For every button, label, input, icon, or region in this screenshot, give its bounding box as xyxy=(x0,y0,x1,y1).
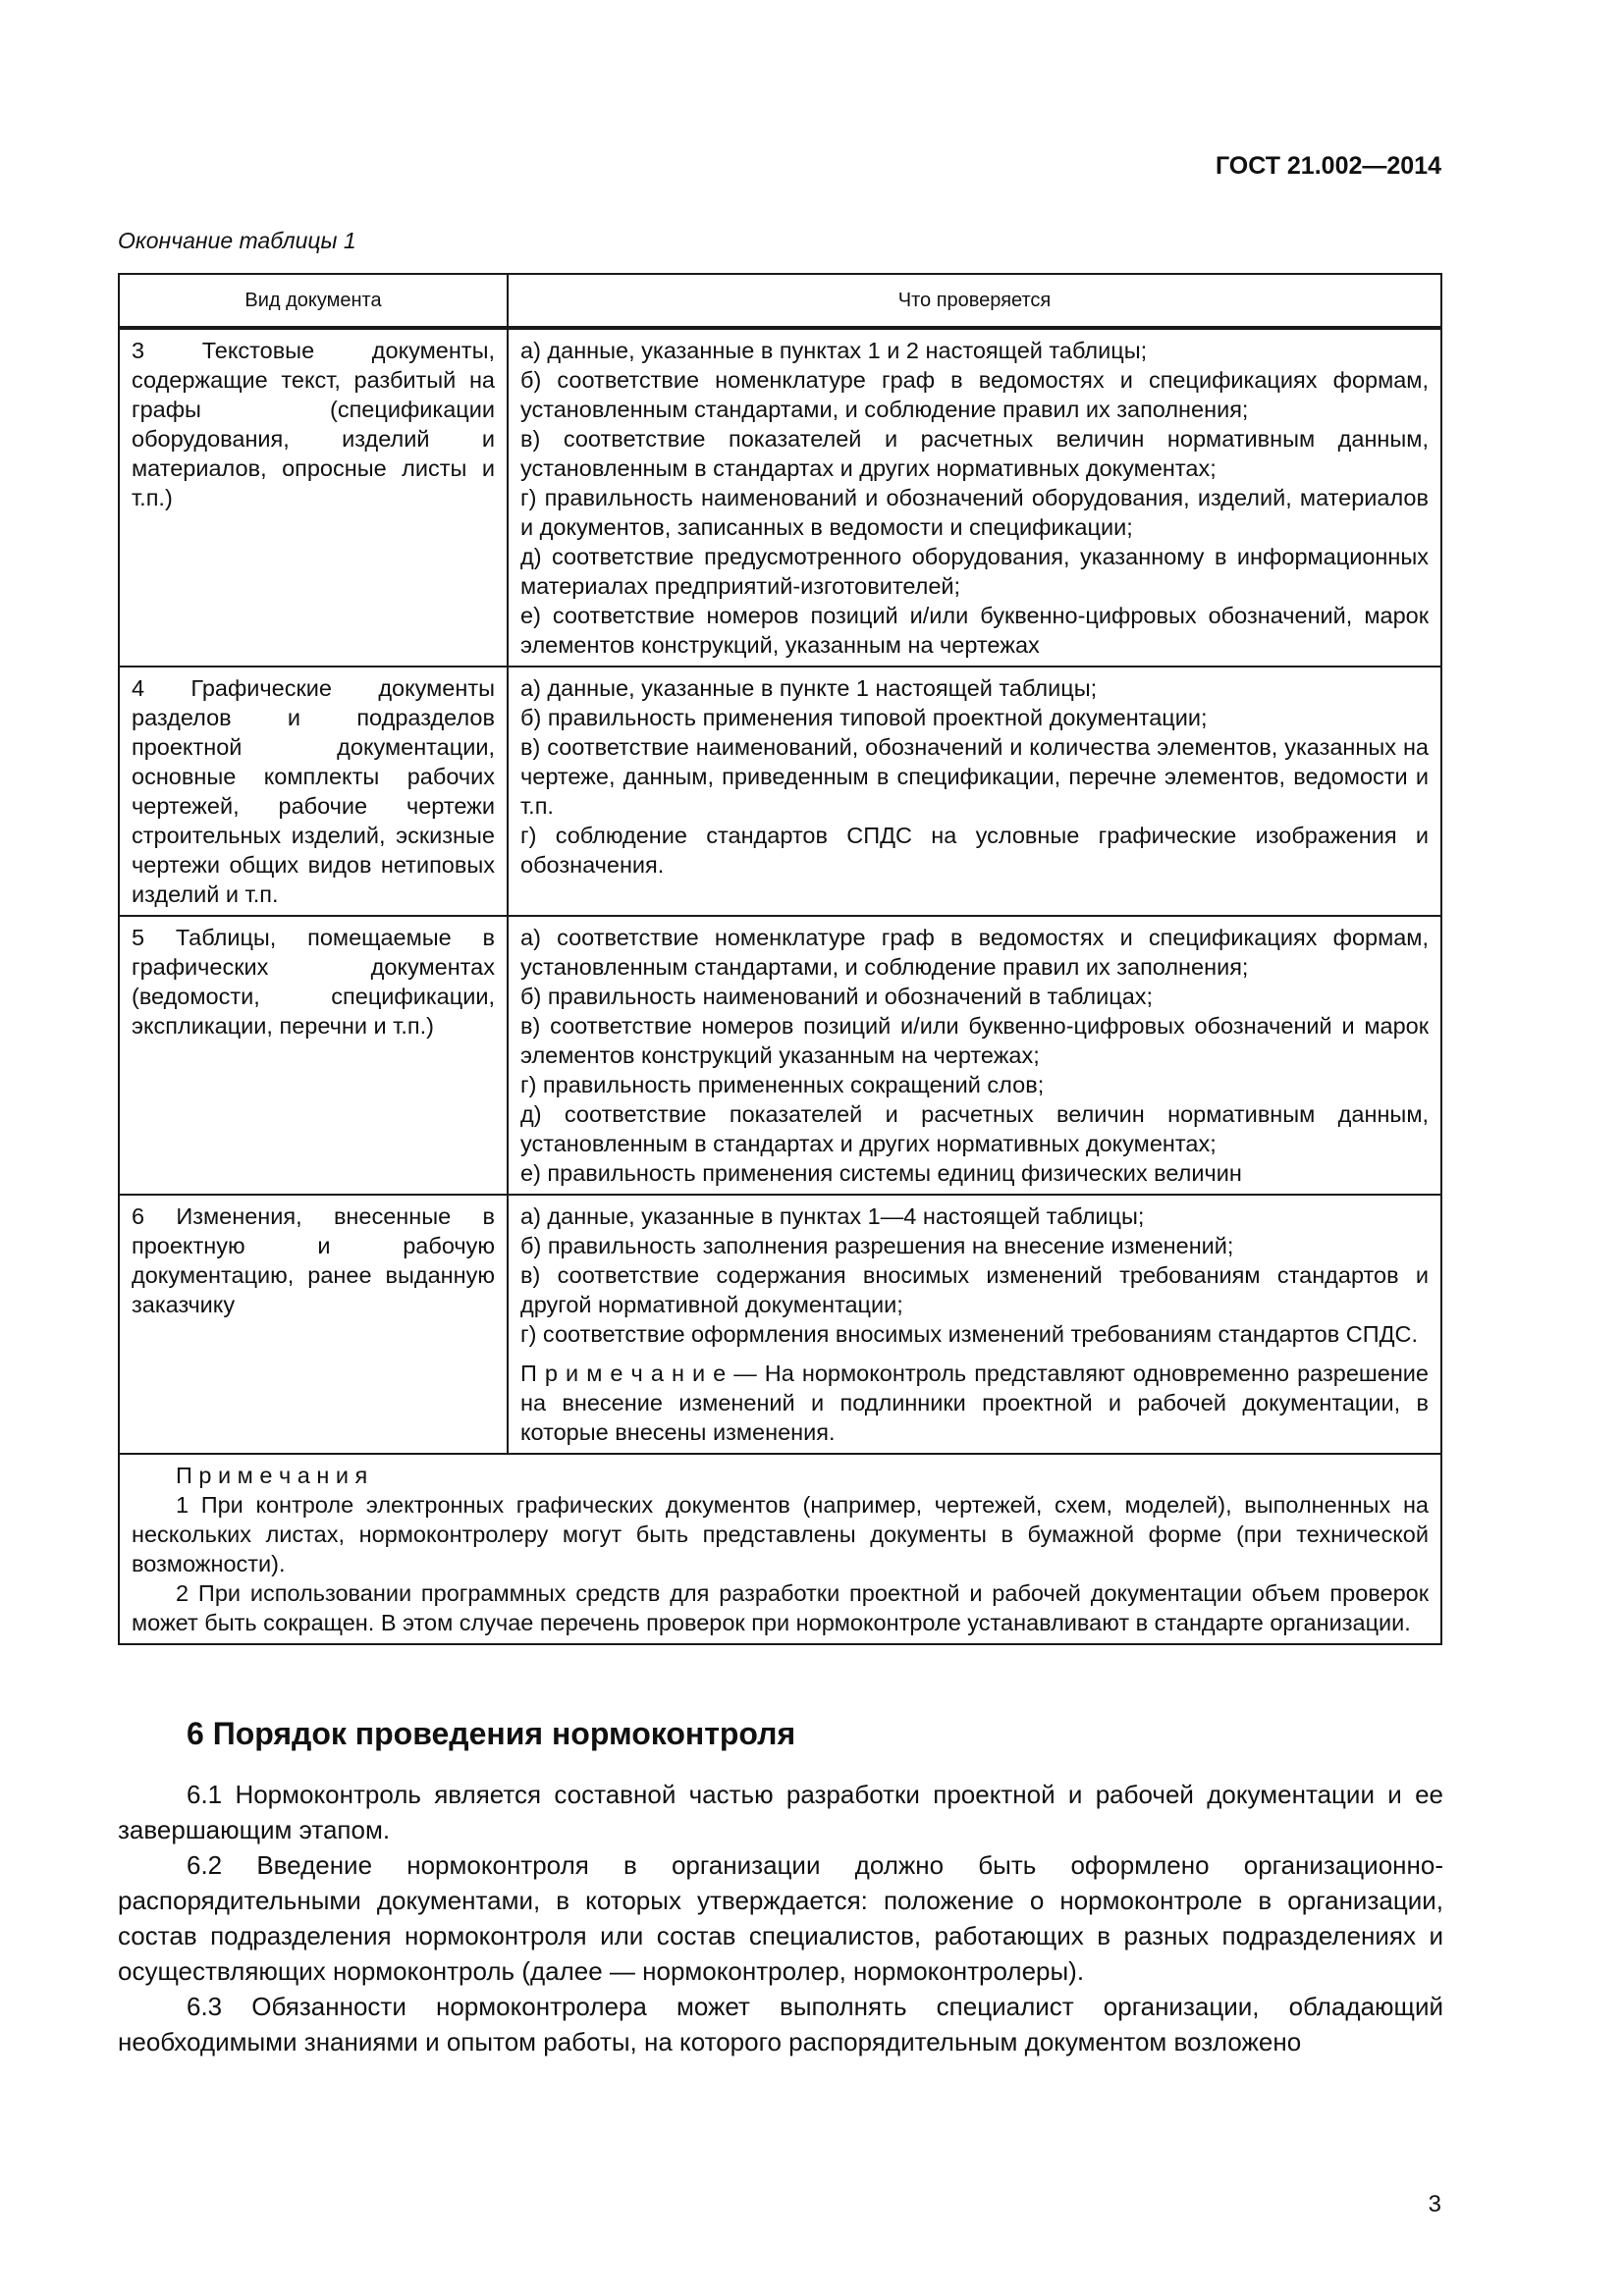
doc-type-cell: 4 Графические документы разделов и подразделов проектной документации, основные комплекты рабочих чертежей, рабочие чертежи строительных изделий, эскизные чертежи общих видов нетиповых изделий и т.п. xyxy=(119,667,508,916)
inline-note-label: П р и м е ч а н и е xyxy=(520,1361,727,1386)
doc-type-cell: 5 Таблицы, помещаемые в графических документах (ведомости, спецификации, экспликации, перечни и т.п.) xyxy=(119,916,508,1195)
doc-type-cell: 6 Изменения, внесенные в проектную и рабочую документацию, ранее выданную заказчику xyxy=(119,1195,508,1454)
doc-type-cell: 3 Текстовые документы, содержащие текст, разбитый на графы (спецификации оборудования, изделий и материалов, опросные листы и т.п.) xyxy=(119,328,508,667)
table-note: 1 При контроле электронных графических документов (например, чертежей, схем, моделей), выполненных на нескольких листах, нормоконтролеру могут быть представлены документы в бумажной форме (при технической возможности). xyxy=(132,1492,1429,1576)
table-caption: Окончание таблицы 1 xyxy=(118,228,356,253)
table-notes-row xyxy=(119,1454,1441,1644)
check-item: в) соответствие номеров позиций и/или буквенно-цифровых обозначений и марок элементов конструкций указанным на чертежах; xyxy=(520,1013,1429,1068)
column-header-checks: Что проверяется xyxy=(508,274,1441,328)
check-item: в) соответствие показателей и расчетных величин нормативным данным, установленным в стандартах и других нормативных документах; xyxy=(520,426,1429,481)
checks-cell xyxy=(508,328,1441,667)
check-item: г) соблюдение стандартов СПДС на условные графические изображения и обозначения. xyxy=(520,823,1429,878)
checks-cell xyxy=(508,1195,1441,1454)
section-paragraph: 6.2 Введение нормоконтроля в организации должно быть оформлено организационно-распорядительными документами, в которых утверждается: положение о нормоконтроле в организации, состав подразделения нормоконтроля или состав специалистов, работающих в разных подразделениях и осуществляющих нормоконтроль (далее — нормоконтролер, нормоконтролеры). xyxy=(118,1850,1443,1986)
check-item: а) соответствие номенклатуре граф в ведомостях и спецификациях формам, установленным стандартами, и соблюдение правил их заполнения; xyxy=(520,925,1429,980)
table-note: 2 При использовании программных средств для разработки проектной и рабочей документации объем проверок может быть сокращен. В этом случае перечень проверок при нормоконтроле устанавливают в стандарте организации. xyxy=(132,1580,1429,1635)
check-item: в) соответствие наименований, обозначений и количества элементов, указанных на чертеже, данным, приведенным в спецификации, перечне элементов, ведомости и т.п. xyxy=(520,734,1429,819)
check-item: а) данные, указанные в пункте 1 настоящей таблицы; xyxy=(520,675,1098,701)
check-item: е) правильность применения системы единиц физических величин xyxy=(520,1160,1242,1186)
table-row xyxy=(119,667,1441,916)
check-item: б) правильность заполнения разрешения на внесение изменений; xyxy=(520,1233,1234,1258)
check-table xyxy=(118,273,1442,1645)
check-item: г) соответствие оформления вносимых изменений требованиям стандартов СПДС. xyxy=(520,1321,1419,1347)
table-row xyxy=(119,328,1441,667)
section-body xyxy=(118,1777,1443,2059)
check-item: г) правильность примененных сокращений слов; xyxy=(520,1072,1045,1097)
table-notes xyxy=(119,1454,1441,1644)
check-item: б) правильность применения типовой проектной документации; xyxy=(520,705,1208,730)
check-item: а) данные, указанные в пунктах 1—4 настоящей таблицы; xyxy=(520,1203,1145,1229)
table-row xyxy=(119,916,1441,1195)
check-item: б) соответствие номенклатуре граф в ведомостях и спецификациях формам, установленным стандартами, и соблюдение правил их заполнения; xyxy=(520,367,1429,422)
check-item: д) соответствие показателей и расчетных величин нормативным данным, установленным в стандартах и других нормативных документах; xyxy=(520,1101,1429,1156)
section-title: 6 Порядок проведения нормоконтроля xyxy=(187,1716,796,1751)
check-item: е) соответствие номеров позиций и/или буквенно-цифровых обозначений, марок элементов конструкций, указанным на чертежах xyxy=(520,603,1429,658)
table-header-row xyxy=(119,274,1441,328)
check-item: б) правильность наименований и обозначений в таблицах; xyxy=(520,984,1154,1009)
section-paragraph: 6.3 Обязанности нормоконтролера может выполнять специалист организации, обладающий необходимыми знаниями и опытом работы, на которого распорядительным документом возложено xyxy=(118,1992,1443,2056)
check-item: д) соответствие предусмотренного оборудования, указанному в информационных материалах предприятий-изготовителей; xyxy=(520,544,1429,599)
checks-cell xyxy=(508,916,1441,1195)
check-item: в) соответствие содержания вносимых изменений требованиям стандартов и другой нормативной документации; xyxy=(520,1262,1429,1317)
checks-cell xyxy=(508,667,1441,916)
check-item: а) данные, указанные в пунктах 1 и 2 настоящей таблицы; xyxy=(520,338,1148,363)
column-header-doc-type: Вид документа xyxy=(119,274,508,328)
table-row xyxy=(119,1195,1441,1454)
inline-note xyxy=(520,1359,1429,1447)
page-number: 3 xyxy=(1428,2191,1441,2217)
check-item: г) правильность наименований и обозначений оборудования, изделий, материалов и документов, записанных в ведомости и спецификации; xyxy=(520,485,1429,540)
section-paragraph: 6.1 Нормоконтроль является составной частью разработки проектной и рабочей документации и ее завершающим этапом. xyxy=(118,1780,1443,1844)
inline-note-text: — На нормоконтроль представляют одновременно разрешение на внесение изменений и подлинники проектной и рабочей документации, в которые внесены изменения. xyxy=(520,1361,1429,1445)
document-standard-header: ГОСТ 21.002—2014 xyxy=(1215,152,1441,180)
notes-title: П р и м е ч а н и я xyxy=(176,1463,368,1488)
